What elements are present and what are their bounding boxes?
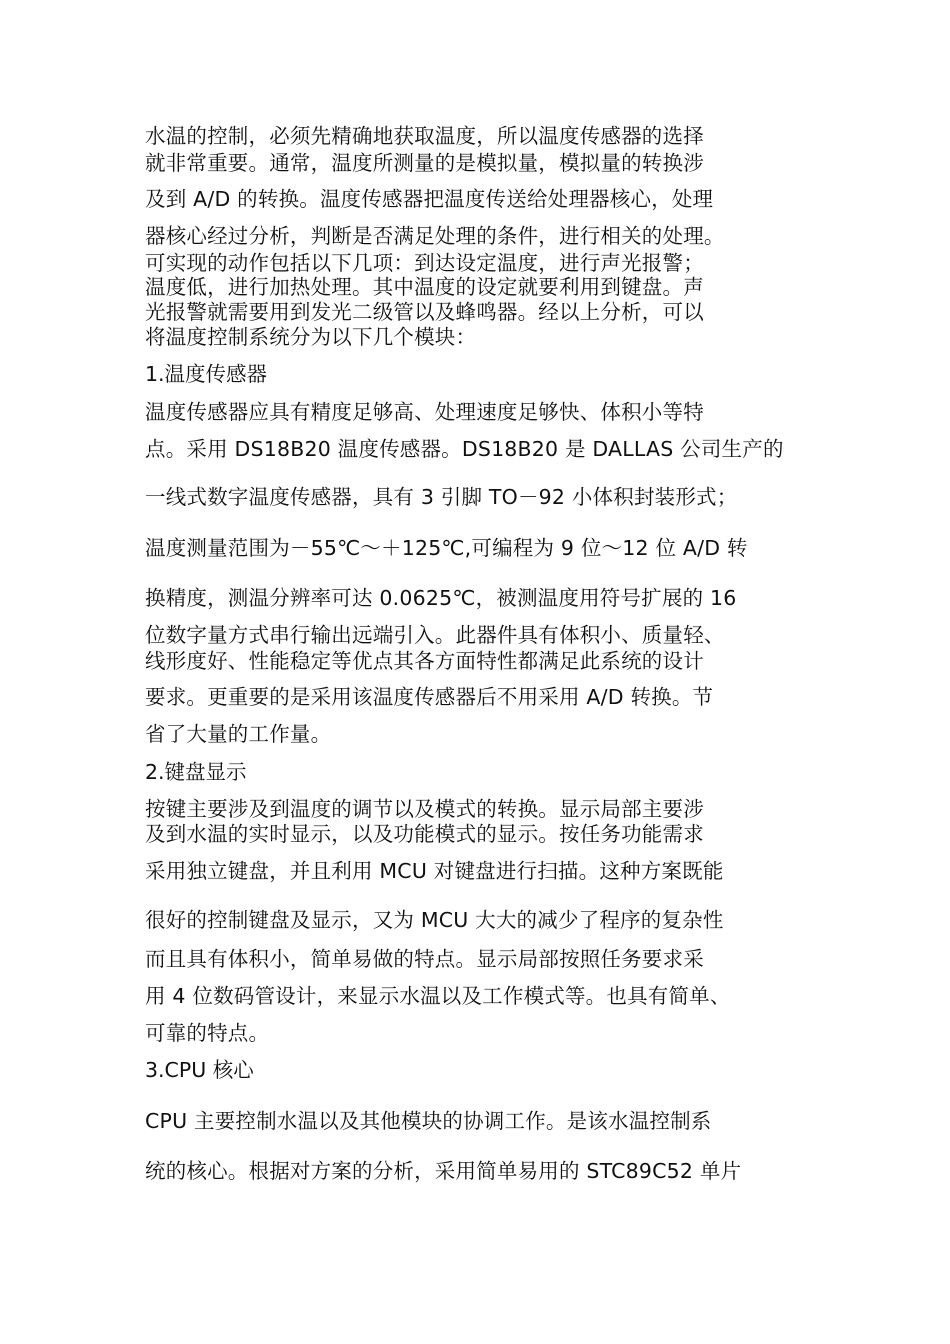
paragraph-line: 要求。更重要的是采用该温度传感器后不用采用 A/D 转换。节 [145, 685, 714, 709]
paragraph-line: 省了大量的工作量。 [145, 722, 332, 746]
paragraph-line: 而且具有体积小，简单易做的特点。显示局部按照任务要求采 [145, 947, 704, 971]
paragraph-line: 采用独立键盘，并且利用 MCU 对键盘进行扫描。这种方案既能 [145, 859, 724, 883]
paragraph-line: 温度低，进行加热处理。其中温度的设定就要利用到键盘。声 [145, 275, 704, 299]
paragraph-line: 用 4 位数码管设计，来显示水温以及工作模式等。也具有简单、 [145, 984, 731, 1008]
section-heading: 3.CPU 核心 [145, 1058, 254, 1082]
section-heading: 2.键盘显示 [145, 760, 247, 784]
paragraph-line: 及到水温的实时显示，以及功能模式的显示。按任务功能需求 [145, 822, 704, 846]
paragraph-line: 就非常重要。通常，温度所测量的是模拟量，模拟量的转换涉 [145, 151, 704, 175]
paragraph-line: 一线式数字温度传感器，具有 3 引脚 TO－92 小体积封装形式； [145, 485, 738, 509]
paragraph-line: 点。采用 DS18B20 温度传感器。DS18B20 是 DALLAS 公司生产的 [145, 437, 784, 461]
paragraph-line: 可实现的动作包括以下几项：到达设定温度，进行声光报警； [145, 251, 704, 275]
paragraph-line: 将温度控制系统分为以下几个模块： [145, 325, 477, 349]
paragraph-line: 光报警就需要用到发光二级管以及蜂鸣器。经以上分析，可以 [145, 300, 704, 324]
paragraph-line: 温度测量范围为－55℃～＋125℃,可编程为 9 位～12 位 A/D 转 [145, 536, 748, 560]
paragraph-line: 水温的控制，必须先精确地获取温度，所以温度传感器的选择 [145, 124, 704, 148]
paragraph-line: 可靠的特点。 [145, 1021, 270, 1045]
paragraph-line: 位数字量方式串行输出远端引入。此器件具有体积小、质量轻、 [145, 623, 725, 647]
paragraph-line: CPU 主要控制水温以及其他模块的协调工作。是该水温控制系 [145, 1109, 712, 1133]
paragraph-line: 线形度好、性能稳定等优点其各方面特性都满足此系统的设计 [145, 649, 704, 673]
paragraph-line: 及到 A/D 的转换。温度传感器把温度传送给处理器核心，处理 [145, 187, 714, 211]
section-heading: 1.温度传感器 [145, 362, 268, 386]
paragraph-line: 很好的控制键盘及显示，又为 MCU 大大的减少了程序的复杂性 [145, 908, 724, 932]
paragraph-line: 温度传感器应具有精度足够高、处理速度足够快、体积小等特 [145, 400, 704, 424]
paragraph-line: 统的核心。根据对方案的分析，采用简单易用的 STC89C52 单片 [145, 1159, 742, 1183]
paragraph-line: 按键主要涉及到温度的调节以及模式的转换。显示局部主要涉 [145, 797, 704, 821]
paragraph-line: 器核心经过分析，判断是否满足处理的条件，进行相关的处理。 [145, 224, 725, 248]
paragraph-line: 换精度，测温分辨率可达 0.0625℃，被测温度用符号扩展的 16 [145, 586, 737, 610]
